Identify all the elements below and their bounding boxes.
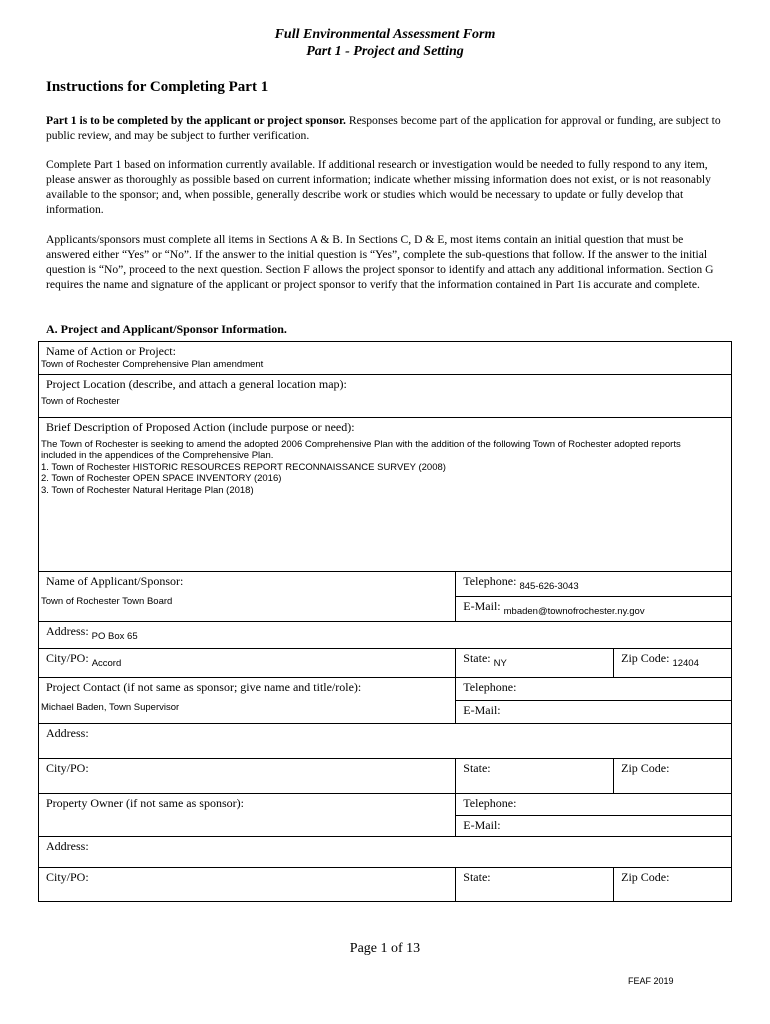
contact-address-cell[interactable] [39,724,732,759]
form-title: Full Environmental Assessment Form [274,27,496,42]
description-line[interactable]: included in the appendices of the Comprehensive Plan. [41,450,274,462]
project-info-form [38,341,732,902]
form-subtitle: Part 1 - Project and Setting [306,44,464,59]
owner-email-cell[interactable] [456,816,732,837]
applicant-city-value[interactable]: Accord [91,658,122,669]
contact-city-label: City/PO: [46,761,89,775]
instructions-paragraph-1-rest: Responses become part of the application for approval or funding, are subject to public review, and may be subject to further verification. [46,114,721,142]
instructions-paragraph-1-bold: Part 1 is to be completed by the applicant or project sponsor. [46,114,346,127]
owner-address-cell[interactable] [39,837,732,868]
owner-city-label: City/PO: [46,870,89,884]
location-cell[interactable] [39,375,732,418]
contact-zip-cell[interactable] [614,759,732,794]
contact-telephone-label: Telephone: [463,680,517,694]
owner-city-cell[interactable] [39,868,456,902]
applicant-email-label: E-Mail: [463,599,501,613]
owner-email-label: E-Mail: [463,818,501,832]
owner-zip-cell[interactable] [614,868,732,902]
owner-telephone-label: Telephone: [463,796,517,810]
applicant-name-value[interactable]: Town of Rochester Town Board [41,596,173,607]
applicant-name-label: Name of Applicant/Sponsor: [46,574,184,588]
instructions-title: Instructions for Completing Part 1 [46,79,269,95]
description-line[interactable]: 1. Town of Rochester HISTORIC RESOURCES REPORT RECONNAISSANCE SURVEY (2008) [41,461,446,473]
description-line[interactable]: 2. Town of Rochester OPEN SPACE INVENTORY (2016) [41,473,282,485]
instructions-paragraph-3: Applicants/sponsors must complete all items in Sections A & B. In Sections C, D & E, most items contain an initial question that must be answered either “Yes” or “No”. If the answer to the initial question is “Yes”, complete the sub-questions that follow. If the answer to the initial question is “No”, proceed to the next question. Section F allows the project sponsor to identify and attach any additional information. Section G requires the name and signature of the applicant or project sponsor to verify that the information contained in Part 1is accurate and complete. [46,233,714,291]
section-a-title: A. Project and Applicant/Sponsor Information. [46,322,287,336]
owner-address-label: Address: [46,839,89,853]
contact-state-cell[interactable] [456,759,614,794]
description-label: Brief Description of Proposed Action (include purpose or need): [46,420,355,434]
form-header [0,26,770,60]
owner-name-cell[interactable] [39,794,456,837]
applicant-address-value[interactable]: PO Box 65 [91,631,138,642]
owner-zip-label: Zip Code: [621,870,670,884]
contact-email-label: E-Mail: [463,703,501,717]
owner-state-cell[interactable] [456,868,614,902]
applicant-telephone-label: Telephone: [463,574,517,588]
instructions-paragraph-2: Complete Part 1 based on information currently available. If additional research or investigation would be needed to fully respond to any item, please answer as thoroughly as possible based on current information; indicate whether missing information does not exist, or is not reasonably available to the sponsor; and, when possible, generally describe work or studies which would be necessary to update or fully develop that information. [46,158,711,216]
owner-name-label: Property Owner (if not same as sponsor): [46,796,244,810]
contact-name-cell[interactable] [39,678,456,724]
contact-name-value[interactable]: Michael Baden, Town Supervisor [41,702,180,713]
contact-address-label: Address: [46,726,89,740]
applicant-telephone-value[interactable]: 845-626-3043 [519,581,579,592]
applicant-zip-value[interactable]: 12404 [672,658,699,669]
form-id: FEAF 2019 [628,976,674,986]
contact-zip-label: Zip Code: [621,761,670,775]
contact-telephone-cell[interactable] [456,678,732,701]
description-cell[interactable] [39,418,732,572]
owner-telephone-cell[interactable] [456,794,732,816]
applicant-state-label: State: [463,651,491,665]
contact-name-label: Project Contact (if not same as sponsor; give name and title/role): [46,680,362,694]
applicant-telephone-cell[interactable] [456,572,732,597]
applicant-state-value[interactable]: NY [493,658,507,669]
applicant-zip-cell[interactable] [614,649,732,678]
owner-state-label: State: [463,870,491,884]
applicant-name-cell[interactable] [39,572,456,622]
action-name-value[interactable]: Town of Rochester Comprehensive Plan amendment [41,359,264,370]
contact-email-cell[interactable] [456,701,732,724]
applicant-state-cell[interactable] [456,649,614,678]
applicant-email-cell[interactable] [456,597,732,622]
contact-state-label: State: [463,761,491,775]
applicant-address-cell[interactable] [39,622,732,649]
action-name-cell[interactable] [39,342,732,375]
action-name-label: Name of Action or Project: [46,344,176,358]
page-number: Page 1 of 13 [349,941,421,956]
instructions-paragraph-1 [46,113,726,143]
description-line[interactable]: The Town of Rochester is seeking to amend the adopted 2006 Comprehensive Plan with the addition of the following Town of Rochester adopted reports [41,439,681,450]
description-line[interactable]: 3. Town of Rochester Natural Heritage Plan (2018) [41,484,254,496]
applicant-city-label: City/PO: [46,651,89,665]
contact-city-cell[interactable] [39,759,456,794]
location-value[interactable]: Town of Rochester [41,396,120,407]
location-label: Project Location (describe, and attach a general location map): [46,377,347,391]
applicant-email-value[interactable]: mbaden@townofrochester.ny.gov [503,606,645,617]
applicant-city-cell[interactable] [39,649,456,678]
applicant-zip-label: Zip Code: [621,651,670,665]
applicant-address-label: Address: [46,624,89,638]
